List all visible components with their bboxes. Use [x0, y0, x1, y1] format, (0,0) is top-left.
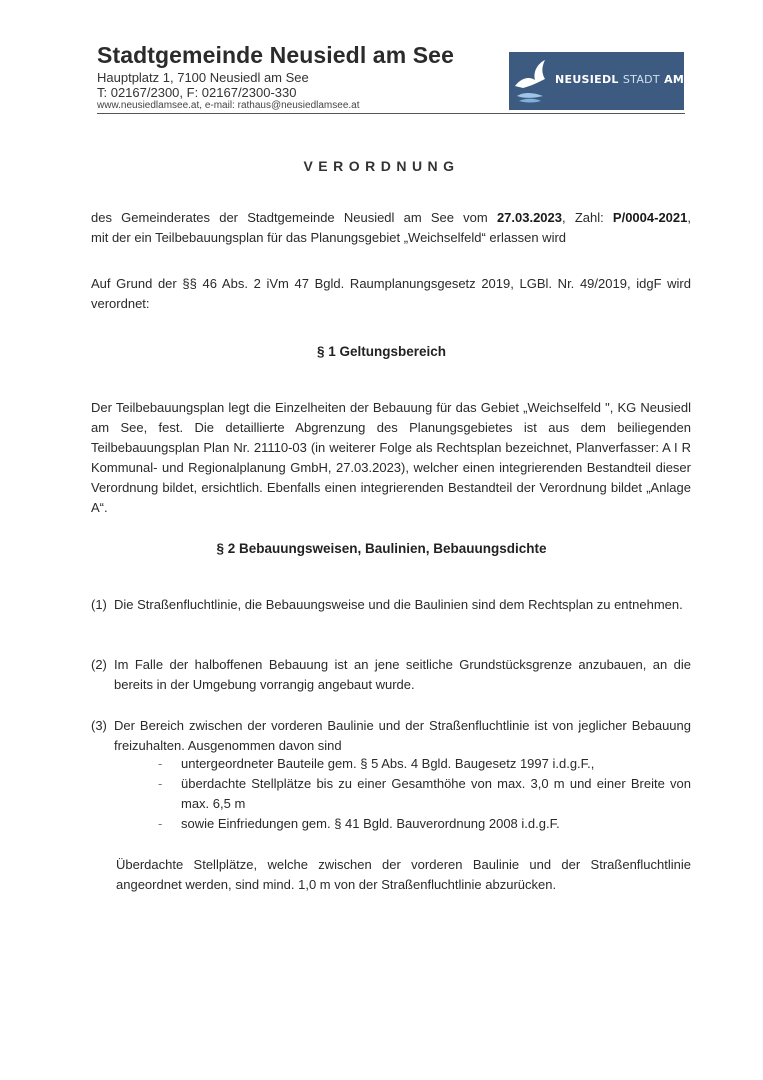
intro-paragraph	[91, 208, 691, 248]
bullet-dash: -	[158, 776, 163, 791]
closing-paragraph: Überdachte Stellplätze, welche zwischen der vorderen Baulinie und der Straßenfluchtlinie angeordnet werden, sind mind. 1,0 m von der Straßenfluchtlinie abzurücken.	[116, 857, 691, 892]
organization-name: Stadtgemeinde Neusiedl am See	[97, 42, 454, 68]
intro-line-1: des Gemeinderates der Stadtgemeinde Neusiedl am See vom 27.03.2023, Zahl: P/0004-2021,	[91, 210, 691, 225]
list-item	[91, 655, 691, 695]
bullet-dash: -	[158, 816, 163, 831]
bullet-item	[158, 774, 691, 814]
resolution-date: 27.03.2023	[496, 210, 563, 225]
item-number: (2)	[91, 657, 107, 672]
section-1-heading: § 1 Geltungsbereich	[316, 344, 447, 359]
item-text: Der Bereich zwischen der vorderen Baulinie und der Straßenfluchtlinie ist von jeglicher Bebauung freizuhalten. Ausgenommen davon sind	[114, 718, 691, 753]
letterhead-divider	[97, 113, 685, 114]
organization-web-email: www.neusiedlamsee.at, e-mail: rathaus@neusiedlamsee.at	[97, 100, 360, 111]
logo-wordmark: NEUSIEDL STADT AM SEE	[555, 73, 713, 86]
item-text: Die Straßenfluchtlinie, die Bebauungsweise und die Baulinien sind dem Rechtsplan zu entnehmen.	[114, 597, 683, 612]
organization-phone-fax: T: 02167/2300, F: 02167/2300-330	[97, 85, 297, 100]
intro-line-2: mit der ein Teilbebauungsplan für das Planungsgebiet „Weichselfeld“ erlassen wird	[91, 230, 567, 245]
bird-logo-icon	[509, 52, 555, 110]
item-number: (1)	[91, 597, 107, 612]
document-title: VERORDNUNG	[303, 158, 460, 174]
list-item	[91, 595, 691, 615]
bullet-dash: -	[158, 756, 163, 771]
section-1-text: Der Teilbebauungsplan legt die Einzelheiten der Bebauung für das Gebiet „Weichselfeld ", KG Neusiedl am See, fest. Die detaillierte Abgrenzung des Planungsgebietes ist aus dem beiliegenden Teilbebauungsplan Plan Nr. 21110-03 (in weiterer Folge als Rechtsplan bezeichnet, Planverfasser: A I R Kommunal- und Regionalplanung GmbH, 27.03.2023), welcher einen integrierenden Bestandteil dieser Verordnung bildet, ersichtlich. Ebenfalls einen integrierenden Bestandteil der Verordnung bildet „Anlage A“.	[91, 400, 691, 515]
bullet-item	[158, 754, 691, 774]
city-logo	[509, 52, 713, 110]
legal-basis: Auf Grund der §§ 46 Abs. 2 iVm 47 Bgld. Raumplanungsgesetz 2019, LGBl. Nr. 49/2019, idgF wird verordnet:	[91, 276, 691, 311]
reference-number: P/0004-2021	[612, 210, 688, 225]
bullet-text: sowie Einfriedungen gem. § 41 Bgld. Bauverordnung 2008 i.d.g.F.	[181, 816, 560, 831]
organization-address: Hauptplatz 1, 7100 Neusiedl am See	[97, 70, 309, 85]
section-2-heading: § 2 Bebauungsweisen, Baulinien, Bebauungsdichte	[216, 541, 547, 556]
list-item	[91, 716, 691, 756]
bullet-text: untergeordneter Bauteile gem. § 5 Abs. 4 Bgld. Baugesetz 1997 i.d.g.F.,	[181, 756, 595, 771]
item-text: Im Falle der halboffenen Bebauung ist an jene seitliche Grundstücksgrenze anzubauen, an die bereits in der Umgebung vorrangig angebaut wurde.	[114, 657, 691, 692]
item-number: (3)	[91, 718, 107, 733]
bullet-text: überdachte Stellplätze bis zu einer Gesamthöhe von max. 3,0 m und einer Breite von max. 6,5 m	[181, 776, 691, 811]
bullet-item	[158, 814, 691, 834]
